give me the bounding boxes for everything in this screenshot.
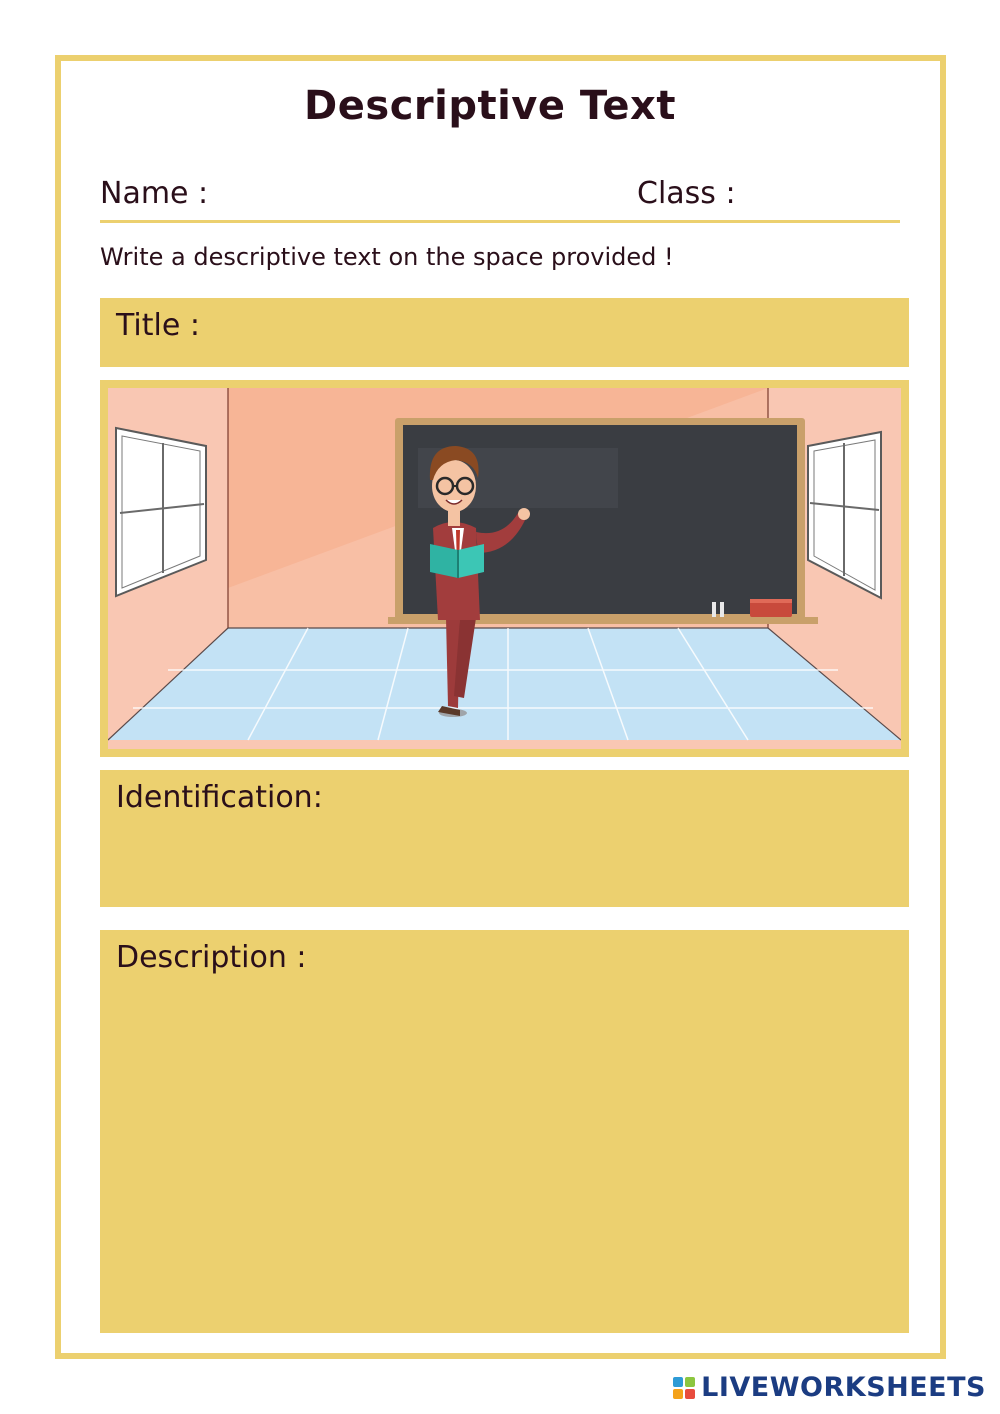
- brand-name: LIVEWORKSHEETS: [701, 1372, 986, 1403]
- footer-branding: [673, 1372, 986, 1403]
- title-label: Title :: [116, 308, 200, 343]
- identification-label: Identification:: [116, 780, 323, 815]
- description-label: Description :: [116, 940, 307, 975]
- logo-square: [685, 1389, 695, 1399]
- classroom-scene-svg: [108, 388, 901, 749]
- title-answer-box[interactable]: [100, 298, 909, 367]
- description-answer-box[interactable]: [100, 930, 909, 1333]
- class-label: Class :: [637, 176, 736, 211]
- logo-square: [673, 1377, 683, 1387]
- name-label: Name :: [100, 176, 209, 211]
- liveworksheets-logo-icon: [673, 1377, 695, 1399]
- instruction-text: Write a descriptive text on the space provided !: [100, 243, 674, 271]
- logo-square: [685, 1377, 695, 1387]
- identification-answer-box[interactable]: [100, 770, 909, 907]
- logo-square: [673, 1389, 683, 1399]
- name-class-underline: [100, 220, 900, 223]
- worksheet-title: Descriptive Text: [304, 83, 676, 129]
- classroom-illustration: [100, 380, 909, 757]
